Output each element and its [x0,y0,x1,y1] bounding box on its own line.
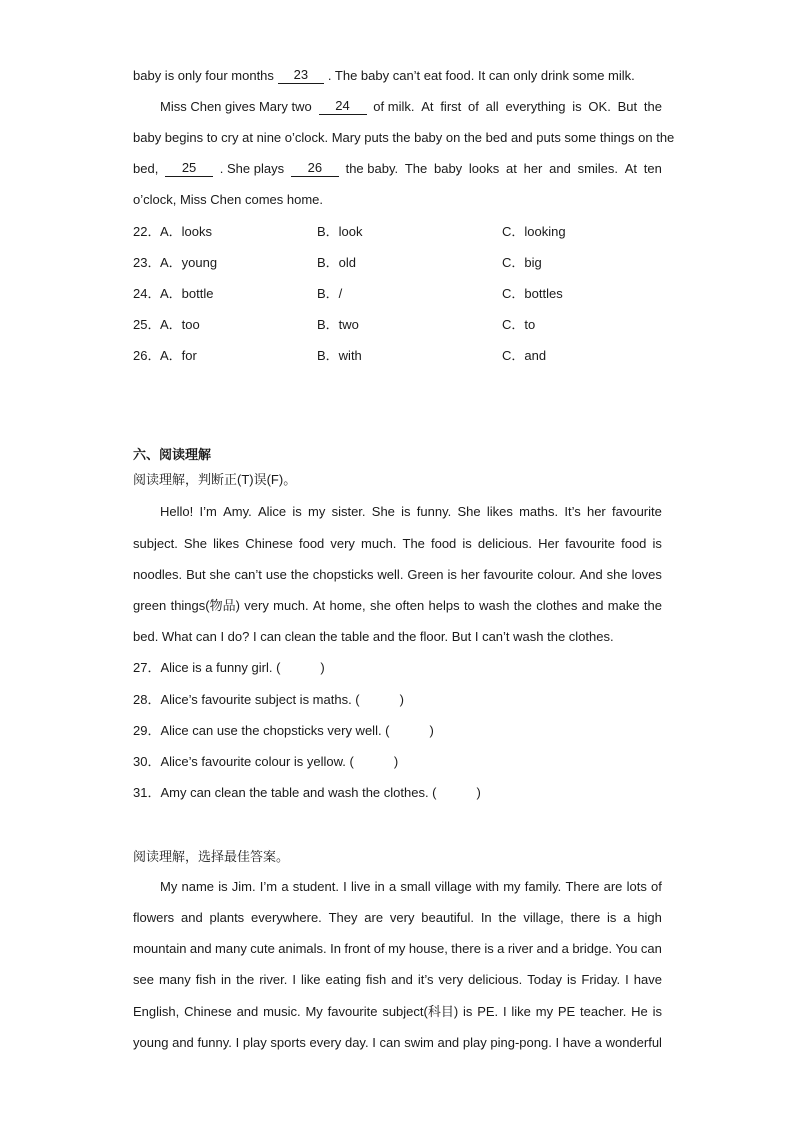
passage-word: of [651,879,662,894]
passage-text: her [523,161,543,176]
passage-word: lots [626,879,647,894]
passage-word: can’t [234,567,262,582]
passage-word: subject(科目) [382,1004,459,1019]
passage-word: Chinese [184,1004,232,1019]
passage-word: wonderful [605,1035,662,1050]
answer-blank[interactable]: 23 [278,68,324,84]
passage-word: her [586,504,606,519]
passage-word: she [369,598,391,613]
passage-word: fish [365,972,387,987]
passage-word: and [236,1004,259,1019]
option-c[interactable]: C．looking [502,224,566,239]
passage-word: river. [259,972,288,987]
passage-word: eating [325,972,361,987]
passage-word: Chinese [245,536,293,551]
passage-word: food [298,536,325,551]
close-paren: ) [399,692,404,707]
passage-word: student. [292,879,339,894]
tf-question [133,754,398,770]
passage-word: favourite [483,567,534,582]
passage-word: I [235,1035,240,1050]
passage-word: She [457,504,481,519]
passage-word: small [400,879,431,894]
option-b[interactable]: B．look [317,224,363,239]
passage-word: I [372,1035,376,1050]
passage-line [133,629,662,645]
section-instruction: 阅读理解，判断正(T)误(F)。 [133,472,297,487]
passage-word: I [625,972,629,987]
passage-word: and [581,598,604,613]
passage-word: favourite [612,504,662,519]
passage-word: every [309,1035,342,1050]
passage-text: all [485,99,499,114]
passage-line [133,1004,662,1020]
passage-text: o’clock, Miss Chen comes home. [133,192,324,207]
passage-word: I [292,972,296,987]
question-number: 29． [133,723,161,738]
option-c[interactable]: C．big [502,255,542,270]
passage-word: make [607,598,640,613]
passage-word: At [312,598,326,613]
passage-text: the baby. [345,161,399,176]
passage-word: I [555,1035,560,1050]
passage-text: . She plays [219,161,285,176]
option-c[interactable]: C．bottles [502,286,563,301]
tf-question [133,785,481,801]
passage-word: often [395,598,425,613]
passage-word: delicious. [468,972,523,987]
passage-word: play [462,1035,487,1050]
passage-word: is [484,941,494,956]
passage-text: The [404,161,428,176]
passage-word: mountain [133,941,187,956]
passage-word: young [133,1035,169,1050]
passage-word: Amy. [223,504,252,519]
passage-word: she [606,567,628,582]
passage-word: food [430,536,457,551]
passage-word: He [631,1004,648,1019]
passage-word: maths. [519,504,559,519]
passage-word: She [371,504,395,519]
passage-word: can [640,941,662,956]
passage-line [133,130,675,146]
question-text: Alice’s favourite subject is maths. ( [160,692,360,707]
question-number: 28． [133,692,161,707]
passage-word: there [570,910,601,925]
passage-text: of [468,99,479,114]
passage-word: the [498,910,517,925]
passage-word: well. [377,567,404,582]
passage-word: Friday. [581,972,621,987]
question-number: 26． [133,348,161,363]
passage-word: very [438,972,464,987]
option-c[interactable]: C．to [502,317,536,332]
passage-word: very [389,910,415,925]
passage-word: my [308,504,326,519]
passage-word: many [215,941,247,956]
passage-word: favourite [565,536,616,551]
passage-text: OK. [588,99,611,114]
passage-text: But [617,99,638,114]
option-b[interactable]: B．old [317,255,357,270]
option-b[interactable]: B．two [317,317,359,332]
passage-word: play [242,1035,267,1050]
passage-text: bed. What can I do? I can clean the table and the floor. But I can’t wash the clothes. [133,629,614,644]
passage-word: There [565,879,600,894]
passage-word: English, [133,1004,180,1019]
passage-word: village, [523,910,564,925]
option-a[interactable]: A．for [160,348,197,363]
passage-word: funny. [197,1035,232,1050]
passage-word: home, [329,598,366,613]
close-paren: ) [476,785,481,800]
passage-text: Miss Chen gives Mary two [160,99,312,114]
passage-text: At [624,161,638,176]
passage-word: the [513,598,532,613]
passage-text: . The baby can’t eat food. It can only drink some milk. [327,68,635,83]
passage-word: subject. [133,536,178,551]
passage-text: everything [505,99,566,114]
close-paren: ) [429,723,434,738]
option-b[interactable]: B．/ [317,286,343,301]
passage-line [133,161,662,177]
passage-word: with [475,879,500,894]
passage-word: is [292,504,302,519]
passage-word: things(物品) [170,598,240,613]
passage-word: Today [527,972,562,987]
passage-word: like [511,1004,531,1019]
passage-word: river [507,941,534,956]
passage-word: the [290,567,309,582]
passage-line [133,68,662,84]
passage-text: is [572,99,582,114]
option-a[interactable]: A．bottle [160,286,214,301]
passage-word: see [133,972,154,987]
passage-word: is [447,567,457,582]
question-number: 22． [133,224,161,239]
passage-word: her [460,567,480,582]
passage-word: likes [213,536,240,551]
answer-blank[interactable]: 25 [165,161,213,177]
passage-word: family. [524,879,562,894]
question-text: Amy can clean the table and wash the clothes. ( [160,785,437,800]
passage-word: I’m [259,879,278,894]
passage-text: ten [643,161,662,176]
passage-word: can [379,1035,401,1050]
passage-text: looks [468,161,500,176]
passage-word: wash [479,598,510,613]
passage-word: I’m [199,504,217,519]
passage-word: Hello! [160,504,194,519]
passage-word: swim [404,1035,434,1050]
passage-word: is [652,1004,662,1019]
passage-word: helps [428,598,460,613]
passage-word: are [603,879,623,894]
passage-text: baby begins to cry at nine o’clock. Mary puts the baby on the bed and puts some things on the [133,130,675,145]
question-number: 31． [133,785,161,800]
passage-line [133,192,662,208]
passage-word: The [402,536,425,551]
passage-word: is [462,536,472,551]
passage-word: have [562,1035,591,1050]
question-text: Alice is a funny girl. ( [160,660,281,675]
passage-word: and [391,972,413,987]
question-number: 24． [133,286,161,301]
passage-word: is [218,879,228,894]
passage-word: a [594,1035,602,1050]
passage-word: chopsticks [312,567,374,582]
passage-word: my [503,879,521,894]
passage-word: green [133,598,167,613]
passage-word: are [364,910,384,925]
passage-word: bridge. [572,941,613,956]
passage-word: My [305,1004,323,1019]
passage-word: house, [408,941,448,956]
passage-word: very [244,598,269,613]
passage-word: Green [407,567,444,582]
passage-word: live [350,879,371,894]
passage-word: there [451,941,481,956]
passage-word: Her [538,536,560,551]
tf-question [133,660,325,676]
passage-text: bed, [133,161,159,176]
section-heading: 六、阅读理解 [133,447,212,462]
passage-line [160,99,662,115]
passage-word: They [328,910,358,925]
passage-word: clothes [536,598,578,613]
passage-word: You [615,941,638,956]
passage-line [133,1035,662,1051]
passage-word: I [502,1004,507,1019]
passage-word: she [209,567,231,582]
passage-word: is [607,910,617,925]
answer-blank[interactable]: 26 [291,161,339,177]
passage-line [160,504,662,520]
passage-word: animals. [278,941,327,956]
passage-word: village [434,879,472,894]
passage-text: of milk. [373,99,415,114]
passage-word: teacher. [580,1004,627,1019]
passage-line [133,941,662,957]
passage-word: the [236,972,255,987]
passage-word: funny. [416,504,452,519]
passage-line [133,910,662,926]
section-instruction-choice: 阅读理解，选择最佳答案。 [133,849,290,864]
passage-word: a [497,941,505,956]
passage-word: is [567,972,577,987]
passage-word: a [388,879,397,894]
passage-word: likes [486,504,513,519]
passage-word: and [172,1035,194,1050]
passage-word: in [221,972,232,987]
passage-text: At [421,99,434,114]
passage-word: cute [250,941,275,956]
passage-word: PE [557,1004,576,1019]
question-text: Alice can use the chopsticks very well. ( [160,723,390,738]
passage-word: day. [344,1035,369,1050]
passage-word: and [180,910,203,925]
passage-word: food [621,536,647,551]
passage-word: flowers [133,910,175,925]
passage-word: and [189,941,212,956]
passage-word: much. [273,598,309,613]
question-text: Alice’s favourite colour is yellow. ( [160,754,354,769]
passage-line [133,567,662,583]
passage-word: and [536,941,559,956]
passage-word: noodles. [133,567,183,582]
passage-word: much. [361,536,397,551]
passage-word: She [183,536,208,551]
passage-word: and [437,1035,460,1050]
passage-line [160,879,662,895]
passage-text: first [440,99,462,114]
passage-word: high [637,910,662,925]
passage-word: plants [209,910,245,925]
answer-blank[interactable]: 24 [319,99,367,115]
passage-word: Alice [257,504,287,519]
passage-word: music. [263,1004,301,1019]
passage-text: smiles. [577,161,619,176]
passage-word: use [265,567,287,582]
passage-word: Jim. [231,879,256,894]
passage-word: to [463,598,475,613]
passage-word: name [181,879,215,894]
close-paren: ) [320,660,325,675]
option-a[interactable]: A．too [160,317,200,332]
passage-word: in [374,879,385,894]
passage-word: I [343,879,347,894]
passage-word: my [388,941,406,956]
passage-word: sports [270,1035,306,1050]
passage-word: fish [195,972,216,987]
option-a[interactable]: A．young [160,255,218,270]
passage-text: at [506,161,517,176]
close-paren: ) [393,754,399,769]
passage-word: a [561,941,569,956]
passage-word: favourite [327,1004,378,1019]
passage-word: colour. [537,567,576,582]
passage-word: have [633,972,662,987]
question-number: 23． [133,255,161,270]
passage-text: baby is only four months [133,68,274,83]
passage-word: a [281,879,289,894]
passage-word: it’s [417,972,434,987]
passage-line [133,598,662,614]
passage-line [133,972,662,988]
passage-text: and [549,161,571,176]
passage-word: And [579,567,603,582]
passage-word: PE. [477,1004,499,1019]
passage-word: a [623,910,631,925]
tf-question [133,723,434,739]
passage-word: is [462,1004,473,1019]
option-b[interactable]: B．with [317,348,362,363]
passage-word: In [480,910,492,925]
passage-word: my [535,1004,554,1019]
passage-text: the [643,99,662,114]
option-c[interactable]: C．and [502,348,547,363]
passage-word: is [652,536,662,551]
passage-text: baby [433,161,463,176]
passage-word: is [401,504,411,519]
tf-question [133,692,404,708]
passage-word: of [373,941,385,956]
passage-word: like [301,972,321,987]
passage-word: sister. [331,504,366,519]
passage-word: the [643,598,662,613]
passage-word: My [160,879,178,894]
passage-word: It’s [564,504,581,519]
passage-word: loves [631,567,662,582]
passage-word: beautiful. [421,910,475,925]
passage-word: many [158,972,191,987]
passage-word: front [344,941,371,956]
passage-word: everywhere. [250,910,322,925]
passage-word: delicious. [477,536,533,551]
question-number: 30． [133,754,161,769]
question-number: 27． [133,660,161,675]
option-a[interactable]: A．looks [160,224,213,239]
passage-word: very [330,536,355,551]
question-number: 25． [133,317,161,332]
passage-line [133,536,662,552]
passage-word: But [186,567,206,582]
passage-word: In [330,941,341,956]
passage-word: ping-pong. [490,1035,552,1050]
